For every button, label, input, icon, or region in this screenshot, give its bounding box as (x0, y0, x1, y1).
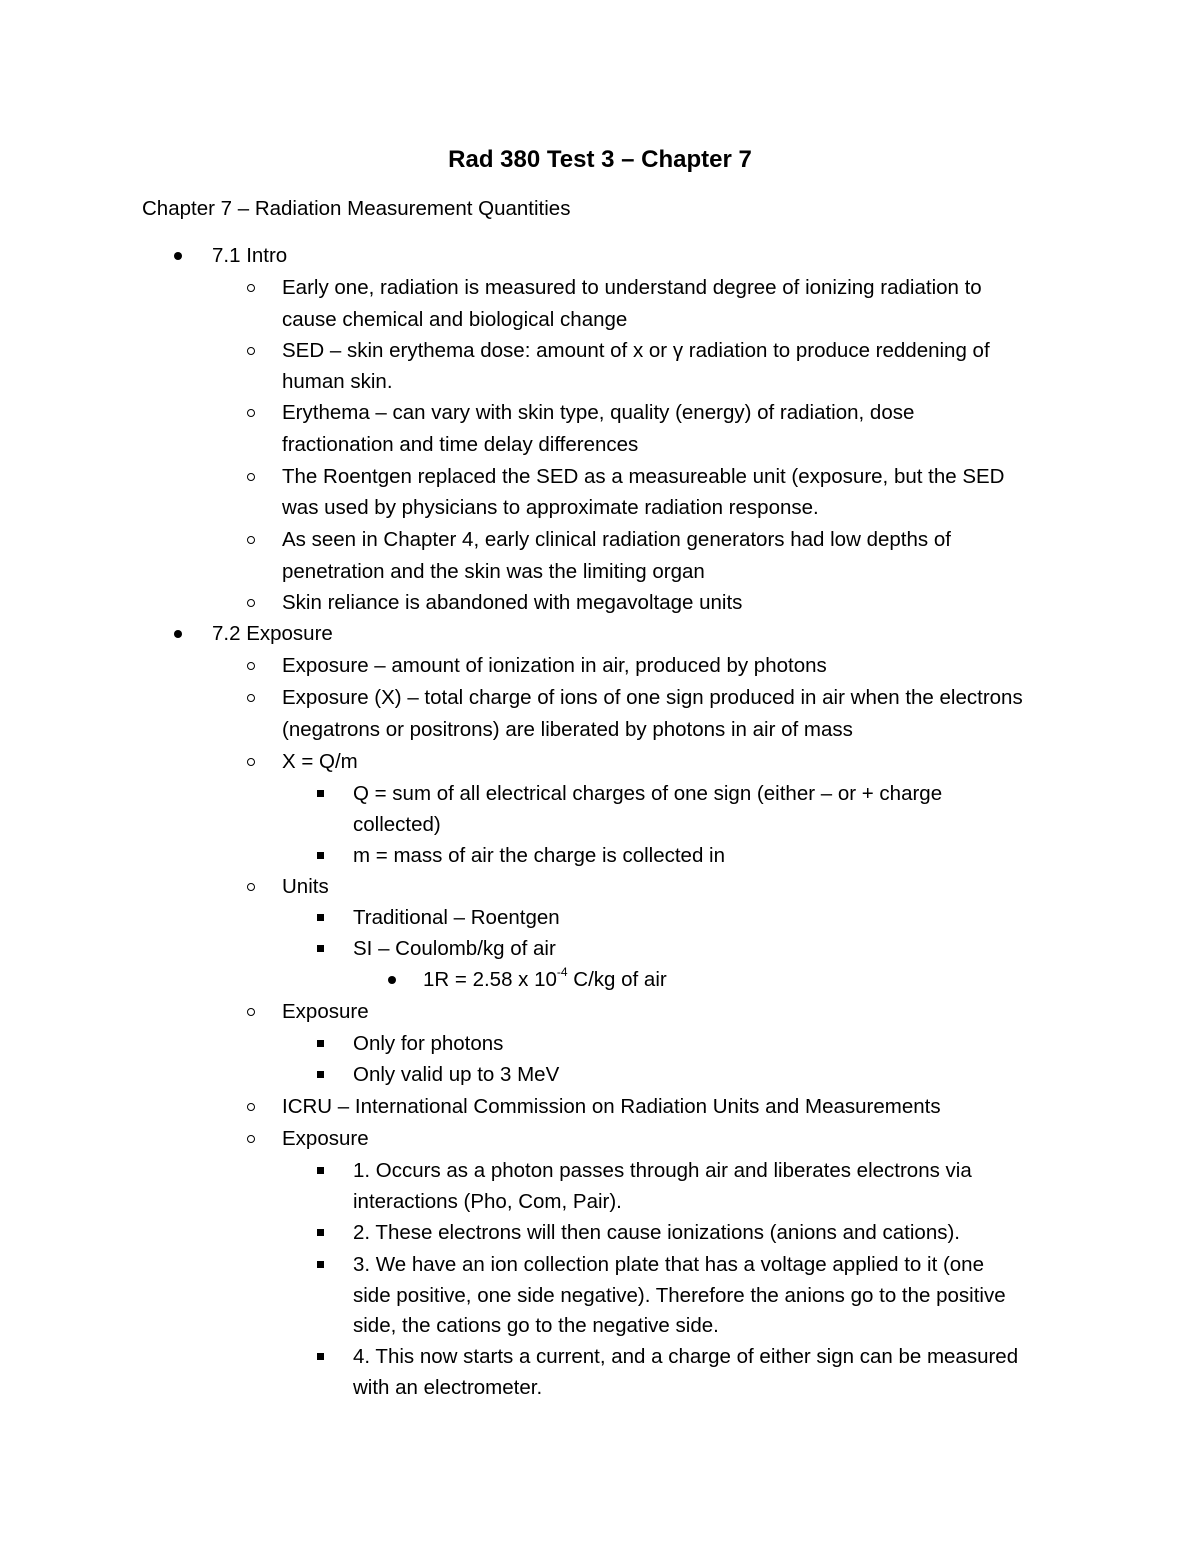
list-item-continued: collected) (353, 813, 441, 836)
list-item: Early one, radiation is measured to understand degree of ionizing radiation to (282, 276, 982, 299)
list-item-continued: side, the cations go to the negative side. (353, 1314, 719, 1337)
list-item-continued: side positive, one side negative). Therefore the anions go to the positive (353, 1284, 1006, 1307)
list-item: Exposure (282, 1127, 369, 1150)
list-item: Exposure (282, 1000, 369, 1023)
bullet-ring-icon (247, 871, 255, 902)
bullet-square-icon (317, 933, 324, 964)
list-item: As seen in Chapter 4, early clinical radiation generators had low depths of (282, 528, 951, 551)
bullet-ring-icon (247, 587, 255, 618)
list-item: Units (282, 875, 329, 898)
list-item: Exposure – amount of ionization in air, produced by photons (282, 654, 827, 677)
bullet-ring-icon (247, 272, 255, 303)
document-title: Rad 380 Test 3 – Chapter 7 (448, 146, 752, 173)
bullet-ring-icon (247, 524, 255, 555)
list-item: SI – Coulomb/kg of air (353, 937, 556, 960)
bullet-ring-icon (247, 996, 255, 1027)
list-item: Skin reliance is abandoned with megavoltage units (282, 591, 743, 614)
list-item: ICRU – International Commission on Radiation Units and Measurements (282, 1095, 941, 1118)
bullet-square-icon (317, 1249, 324, 1280)
bullet-ring-icon (247, 1123, 255, 1154)
bullet-square-icon (317, 1341, 324, 1372)
list-item: 4. This now starts a current, and a charge of either sign can be measured (353, 1345, 1019, 1368)
list-item: Traditional – Roentgen (353, 906, 560, 929)
list-item: 1. Occurs as a photon passes through air and liberates electrons via (353, 1159, 972, 1182)
bullet-square-icon (317, 902, 324, 933)
list-item-continued: cause chemical and biological change (282, 308, 628, 331)
list-item: m = mass of air the charge is collected in (353, 844, 726, 867)
bullet-square-icon (317, 1028, 324, 1059)
list-item: Only valid up to 3 MeV (353, 1063, 560, 1086)
bullet-ring-icon (247, 461, 255, 492)
list-item: 3. We have an ion collection plate that has a voltage applied to it (one (353, 1253, 984, 1276)
list-item: The Roentgen replaced the SED as a measureable unit (exposure, but the SED (282, 465, 1005, 488)
list-item-continued: (negatrons or positrons) are liberated by photons in air of mass (282, 718, 853, 741)
exponent: -4 (556, 965, 568, 980)
list-item-continued: human skin. (282, 370, 393, 393)
bullet-square-icon (317, 1217, 324, 1248)
section-label-intro: 7.1 Intro (212, 244, 288, 267)
list-item-continued: penetration and the skin was the limiting organ (282, 560, 705, 583)
list-item-continued: was used by physicians to approximate radiation response. (282, 496, 819, 519)
list-item-conversion (423, 964, 667, 995)
list-item: Exposure (X) – total charge of ions of one sign produced in air when the electrons (282, 686, 1023, 709)
list-item-continued: fractionation and time delay differences (282, 433, 639, 456)
conversion-unit: C/kg of air (567, 968, 667, 991)
list-item: Erythema – can vary with skin type, quality (energy) of radiation, dose (282, 401, 915, 424)
bullet-ring-icon (247, 1091, 255, 1122)
bullet-square-icon (317, 1059, 324, 1090)
bullet-ring-icon (247, 335, 255, 366)
list-item-continued: with an electrometer. (353, 1376, 543, 1399)
chapter-heading: Chapter 7 – Radiation Measurement Quantities (142, 197, 571, 220)
list-item: 2. These electrons will then cause ionizations (anions and cations). (353, 1221, 960, 1244)
list-item: Only for photons (353, 1032, 504, 1055)
bullet-square-icon (317, 840, 324, 871)
bullet-dot-icon (174, 618, 182, 649)
bullet-square-icon (317, 778, 324, 809)
bullet-dot-icon (174, 240, 182, 271)
conversion-text: 1R = 2.58 x 10 (423, 968, 557, 991)
list-item: Q = sum of all electrical charges of one sign (either – or + charge (353, 782, 943, 805)
bullet-ring-icon (247, 397, 255, 428)
bullet-ring-icon (247, 746, 255, 777)
bullet-ring-icon (247, 650, 255, 681)
list-item: X = Q/m (282, 750, 358, 773)
list-item-continued: interactions (Pho, Com, Pair). (353, 1190, 622, 1213)
section-label-exposure: 7.2 Exposure (212, 622, 333, 645)
bullet-dot-icon (388, 964, 396, 995)
bullet-square-icon (317, 1155, 324, 1186)
list-item: SED – skin erythema dose: amount of x or γ radiation to produce reddening of (282, 339, 990, 362)
bullet-ring-icon (247, 682, 255, 713)
